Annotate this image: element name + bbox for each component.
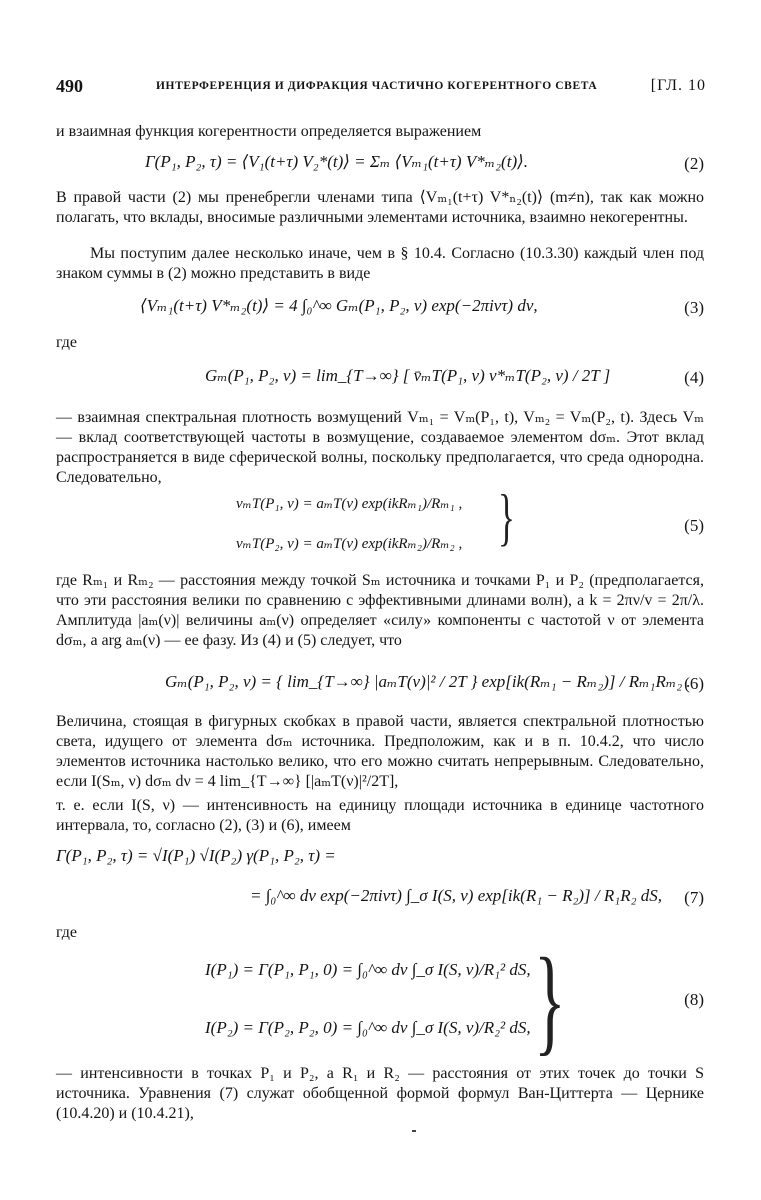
where-label-1: где [56,334,78,351]
right-brace-8: } [534,933,566,1066]
equation-8a: I(P₁) = Γ(P₁, P₁, 0) = ∫₀^∞ dν ∫_σ I(S, ν)/R₁² dS, [205,960,531,979]
chapter-label: [ГЛ. 10 [650,77,706,94]
equation-6-number: (6) [684,674,704,693]
page-header [56,76,706,100]
paragraph-van-cittert-zernike: — интенсивности в точках P₁ и P₂, а R₁ и R₂ — расстояния от этих точек до точки S источника. Уравнения (7) служат обобщенной формой формул Ван-Циттерта — Цернике (10.4.20) и (10.4.21), [56,1065,704,1122]
equation-2-number: (2) [684,154,704,173]
equation-5b: vₘT(P₂, ν) = aₘT(ν) exp(ikRₘ₂)/Rₘ₂ , [236,536,463,552]
page-mark [412,1130,416,1132]
paragraph-spectral-density: — взаимная спектральная плотность возмущений Vₘ₁ = Vₘ(P₁, t), Vₘ₂ = Vₘ(P₂, t). Здесь Vₘ — вклад соответствующей частоты в возмущение, создаваемое элементом dσₘ. Этот вклад распространяется в виде сферической волны, поскольку предполагается, что среда однородна. Следовательно, [56,409,704,486]
running-title: ИНТЕРФЕРЕНЦИЯ И ДИФРАКЦИЯ ЧАСТИЧНО КОГЕРЕНТНОГО СВЕТА [156,80,598,92]
where-label-2: где [56,924,78,941]
right-brace-5: } [498,481,515,552]
equation-6: Gₘ(P₁, P₂, ν) = { lim_{T→∞} |aₘT(ν)|² / 2T } exp[ik(Rₘ₁ − Rₘ₂)] / Rₘ₁Rₘ₂ . [165,672,691,691]
equation-5-number: (5) [684,516,704,535]
paragraph-distances: где Rₘ₁ и Rₘ₂ — расстояния между точкой Sₘ источника и точками P₁ и P₂ (предполагается, что эти расстояния велики по сравнению с эффективными длинами волн), а k = 2πν/v = 2π/λ. Амплитуда |aₘ(ν)| величины aₘ(ν) определяет «силу» компоненты с частотой ν от элемента dσₘ, а arg aₘ(ν) — ее фазу. Из (4) и (5) следует, что [56,572,704,649]
equation-5a: vₘT(P₁, ν) = aₘT(ν) exp(ikRₘ₁)/Rₘ₁ , [236,496,463,512]
paragraph-intensity: т. е. если I(S, ν) — интенсивность на единицу площади источника в единице частотного интервала, то, согласно (2), (3) и (6), имеем [56,797,704,834]
paragraph-intro: и взаимная функция когерентности определяется выражением [56,123,482,140]
equation-7a: Γ(P₁, P₂, τ) = √I(P₁) √I(P₂) γ(P₁, P₂, τ) = [56,846,336,865]
equation-2: Γ(P₁, P₂, τ) = ⟨V₁(t+τ) V₂*(t)⟩ = Σₘ ⟨Vₘ₁(t+τ) V*ₘ₂(t)⟩. [145,152,528,171]
page-number: 490 [56,76,83,96]
equation-3-number: (3) [684,298,704,317]
paragraph-continuous-source: Величина, стоящая в фигурных скобках в правой части, является спектральной плотностью света, идущего от элемента dσₘ источника. Предположим, как и в п. 10.4.2, что число элементов источника настолько велико, что его можно считать непрерывным. Следовательно, если I(Sₘ, ν) dσₘ dν = 4 lim_{T→∞} [|aₘT(ν)|²/2T], [56,713,704,790]
equation-7b: = ∫₀^∞ dν exp(−2πiντ) ∫_σ I(S, ν) exp[ik(R₁ − R₂)] / R₁R₂ dS, [250,886,662,905]
equation-7-number: (7) [684,888,704,907]
equation-4: Gₘ(P₁, P₂, ν) = lim_{T→∞} [ v̄ₘT(P₁, ν) v*ₘT(P₂, ν) / 2T ] [205,366,611,385]
equation-4-number: (4) [684,368,704,387]
equation-8b: I(P₂) = Γ(P₂, P₂, 0) = ∫₀^∞ dν ∫_σ I(S, ν)/R₂² dS, [205,1018,531,1037]
paragraph-approach: Мы поступим далее несколько иначе, чем в § 10.4. Согласно (10.3.30) каждый член под знаком суммы в (2) можно представить в виде [56,245,704,282]
paragraph-neglect: В правой части (2) мы пренебрегли членами типа ⟨Vₘ₁(t+τ) V*ₙ₂(t)⟩ (m≠n), так как можно полагать, что вклады, вносимые различными элементами источника, взаимно некогерентны. [56,189,704,226]
equation-8-number: (8) [684,990,704,1009]
equation-3: ⟨Vₘ₁(t+τ) V*ₘ₂(t)⟩ = 4 ∫₀^∞ Gₘ(P₁, P₂, ν) exp(−2πiντ) dν, [140,296,538,315]
